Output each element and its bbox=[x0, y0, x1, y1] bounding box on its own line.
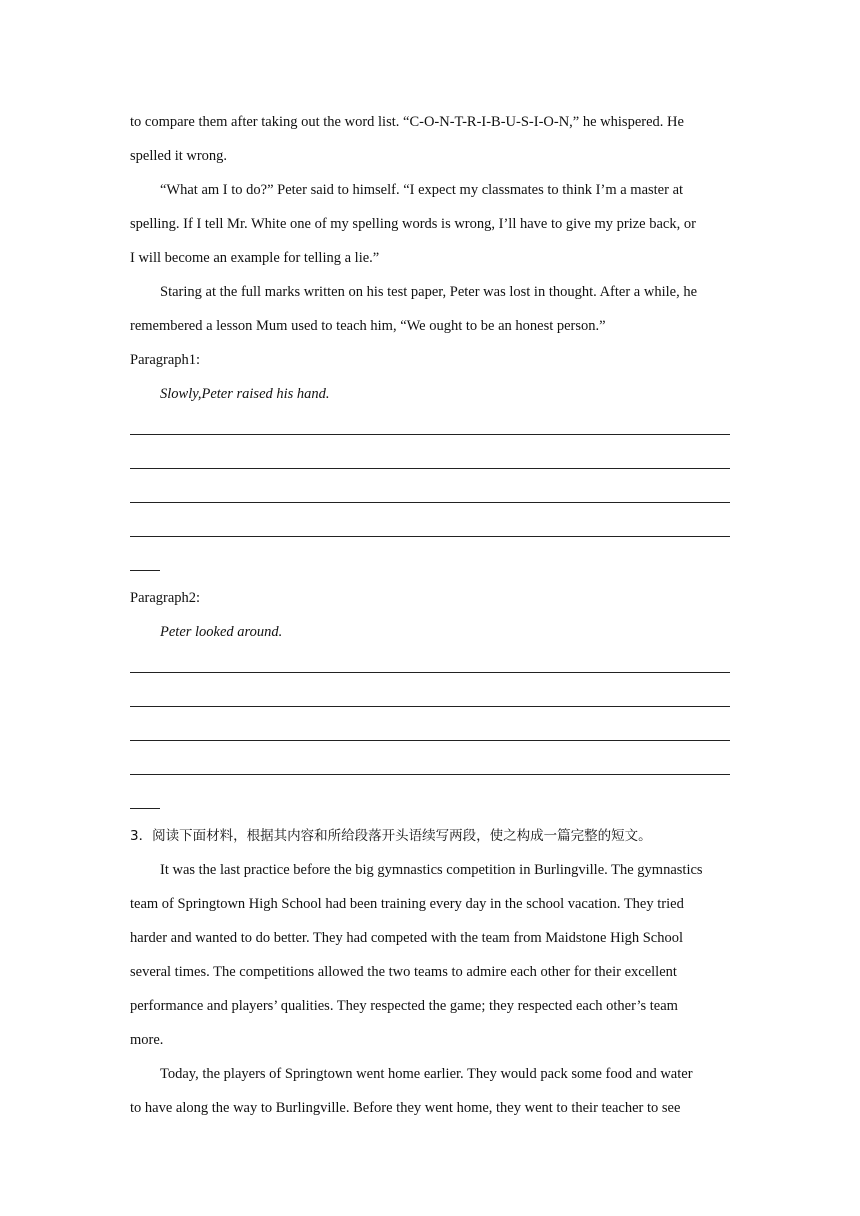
writing-line-end[interactable] bbox=[130, 547, 730, 581]
writing-line[interactable] bbox=[130, 717, 730, 751]
text-line: It was the last practice before the big gymnastics competition in Burlingville. The gymnastics bbox=[160, 862, 703, 878]
text-line: spelling. If I tell Mr. White one of my spelling words is wrong, I’ll have to give my prize back, or bbox=[130, 216, 696, 232]
paragraph2-opening: Peter looked around. bbox=[160, 624, 283, 640]
writing-line-end[interactable] bbox=[130, 785, 730, 819]
document-page bbox=[130, 105, 730, 1125]
text-line: to compare them after taking out the word list. “C-O-N-T-R-I-B-U-S-I-O-N,” he whispered. He bbox=[130, 114, 684, 130]
writing-line[interactable] bbox=[130, 479, 730, 513]
text-line: more. bbox=[130, 1032, 164, 1048]
writing-line[interactable] bbox=[130, 683, 730, 717]
text-line: several times. The competitions allowed the two teams to admire each other for their excellent bbox=[130, 964, 677, 980]
text-line: I will become an example for telling a lie.” bbox=[130, 250, 380, 266]
paragraph2-label: Paragraph2: bbox=[130, 590, 201, 606]
text-line: harder and wanted to do better. They had competed with the team from Maidstone High School bbox=[130, 930, 684, 946]
paragraph1-opening: Slowly,Peter raised his hand. bbox=[160, 386, 330, 402]
text-line: Staring at the full marks written on his test paper, Peter was lost in thought. After a while, he bbox=[160, 284, 698, 300]
text-line: spelled it wrong. bbox=[130, 148, 228, 164]
writing-line[interactable] bbox=[130, 649, 730, 683]
writing-line[interactable] bbox=[130, 513, 730, 547]
writing-line[interactable] bbox=[130, 411, 730, 445]
text-line: to have along the way to Burlingville. Before they went home, they went to their teacher to see bbox=[130, 1100, 681, 1116]
text-line: “What am I to do?” Peter said to himself. “I expect my classmates to think I’m a master at bbox=[160, 182, 684, 198]
question3-instruction: 3．阅读下面材料，根据其内容和所给段落开头语续写两段，使之构成一篇完整的短文。 bbox=[130, 828, 652, 844]
writing-line[interactable] bbox=[130, 751, 730, 785]
writing-line[interactable] bbox=[130, 445, 730, 479]
text-line: remembered a lesson Mum used to teach him, “We ought to be an honest person.” bbox=[130, 318, 606, 334]
text-line: Today, the players of Springtown went home earlier. They would pack some food and water bbox=[160, 1066, 693, 1082]
paragraph1-label: Paragraph1: bbox=[130, 352, 201, 368]
text-line: performance and players’ qualities. They respected the game; they respected each other’s team bbox=[130, 998, 678, 1014]
text-line: team of Springtown High School had been training every day in the school vacation. They tried bbox=[130, 896, 684, 912]
